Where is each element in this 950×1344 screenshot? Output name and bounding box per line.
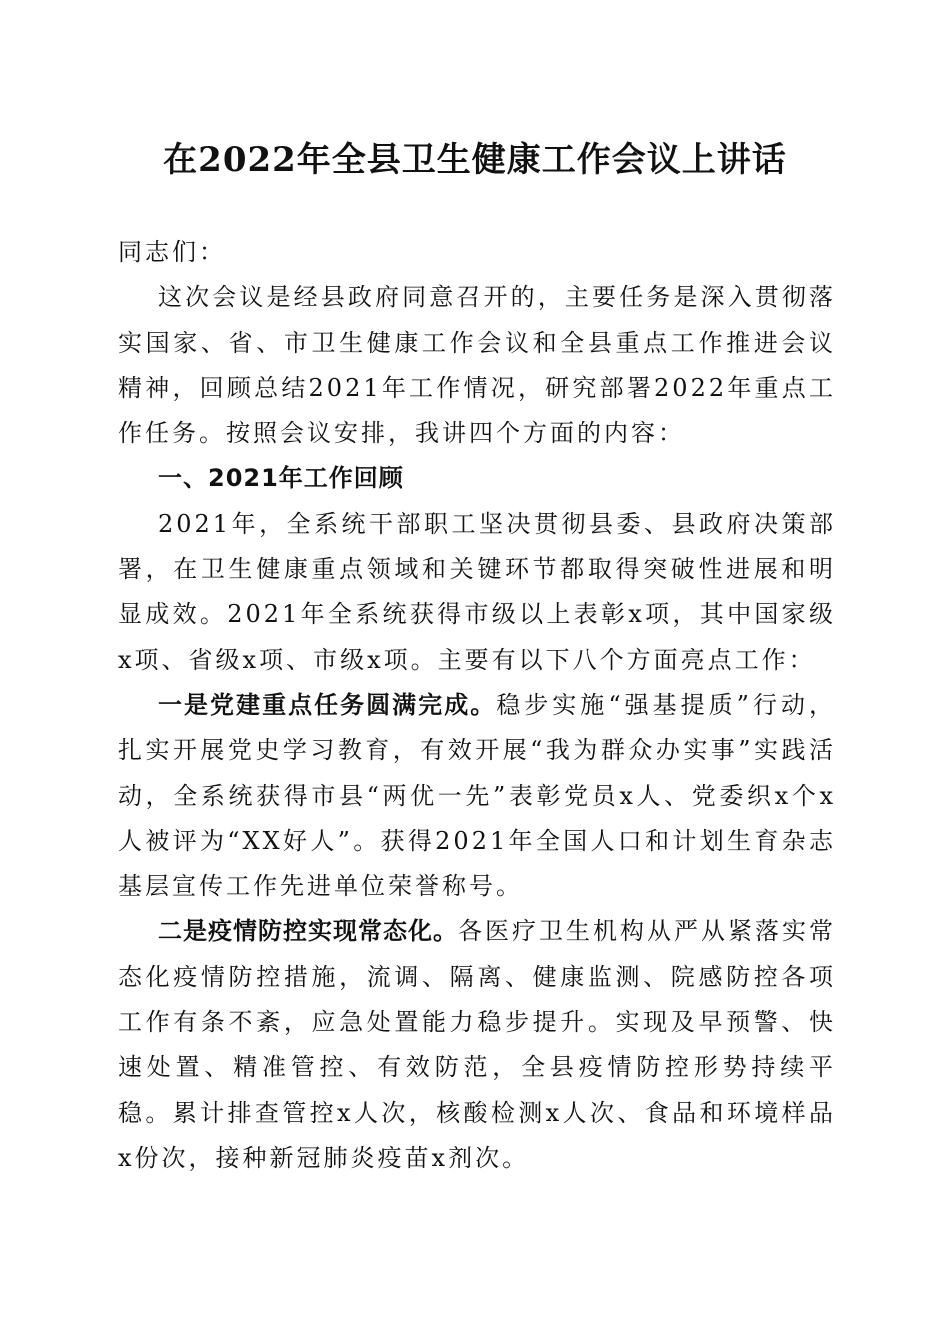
section-heading: 一、2021年工作回顾 [158,464,404,493]
salutation: 同志们： [118,238,226,266]
document-title: 在2022年全县卫生健康工作会议上讲话 [163,140,787,180]
document-body [118,230,836,1181]
point-lead-party-building: 一是党建重点任务圆满完成。 [158,690,497,719]
point-lead-epidemic-control: 二是疫情防控实现常态化。 [158,917,458,946]
intro-paragraph: 这次会议是经县政府同意召开的，主要任务是深入贯彻落实国家、省、市卫生健康工作会议和全县重点工作推进会议精神，回顾总结2021年工作情况，研究部署2022年重点工作任务。按照会议安排，我讲四个方面的内容： [118,283,836,448]
point-paragraph-party-building [118,683,836,909]
point-body-epidemic-control: 各医疗卫生机构从严从紧落实常态化疫情防控措施，流调、隔离、健康监测、院感防控各项工作有条不紊，应急处置能力稳步提升。实现及早预警、快速处置、精准管控、有效防范，全县疫情防控形势持续平稳。累计排查管控x人次，核酸检测x人次、食品和环境样品x份次，接种新冠肺炎疫苗x剂次。 [118,917,836,1172]
section-summary-paragraph: 2021年，全系统干部职工坚决贯彻县委、县政府决策部署，在卫生健康重点领域和关键环节都取得突破性进展和明显成效。2021年全系统获得市级以上表彰x项，其中国家级x项、省级x项、市级x项。主要有以下八个方面亮点工作： [118,509,836,674]
point-paragraph-epidemic-control [118,909,836,1181]
point-body-party-building: 稳步实施“强基提质”行动，扎实开展党史学习教育，有效开展“我为群众办实事”实践活动，全系统获得市县“两优一先”表彰党员x人、党委织x个x人被评为“XX好人”。获得2021年全国人口和计划生育杂志基层宣传工作先进单位荣誉称号。 [118,690,837,901]
